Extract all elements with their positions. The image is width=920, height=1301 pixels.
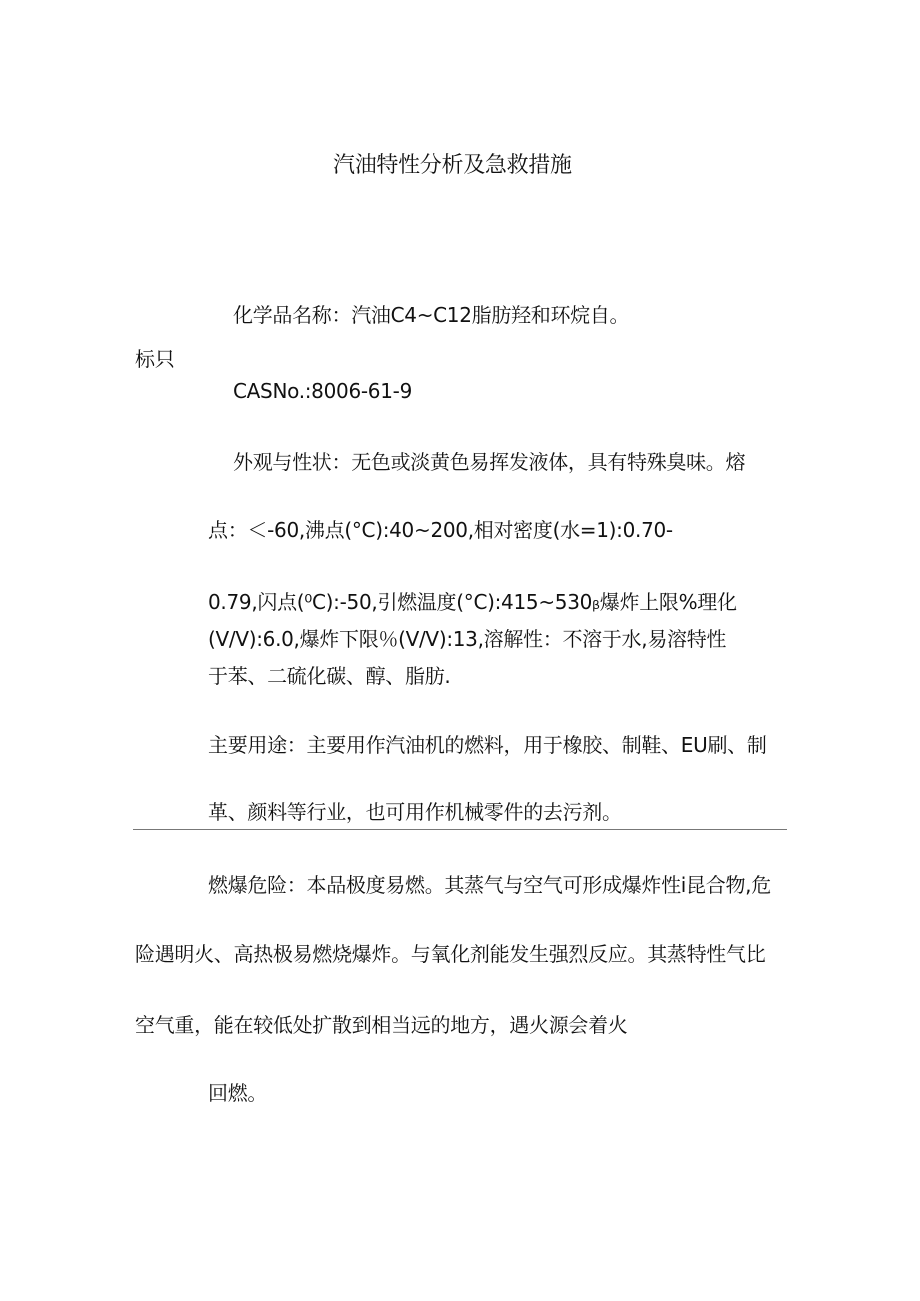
- properties-line-4: (V/V):6.0,爆炸下限％(V/V):13,溶解性：不溶于水,易溶特性: [208, 627, 727, 651]
- usage-line-1: 主要用途：主要用作汽油机的燃料，用于橡胶、制鞋、EU刷、制: [208, 733, 767, 757]
- hazard-line-4: 回燃。: [208, 1081, 268, 1105]
- hazard-line-3: 空气重，能在较低处扩散到相当远的地方，遇火源会着火: [135, 1013, 628, 1037]
- cas-number-line: CASNo.:8006-61-9: [233, 379, 412, 403]
- properties-line-1: 外观与性状：无色或淡黄色易挥发液体，具有特殊臭味。熔: [233, 450, 746, 474]
- properties-line-5: 于苯、二硫化碳、醇、脂肪.: [208, 664, 451, 688]
- properties-line-3: 0.79,闪点(⁰C):-50,引燃温度(°C):415~530ᵦ爆炸上限%理化: [208, 590, 737, 614]
- chemical-name-line: 化学品名称：汽油C4~C12脂肪羟和环烷自。: [233, 303, 630, 327]
- section-divider: [133, 829, 787, 830]
- hazard-line-2: 险遇明火、高热极易燃烧爆炸。与氧化剂能发生强烈反应。其蒸特性气比: [135, 942, 766, 966]
- usage-line-2: 革、颜料等行业，也可用作机械零件的去污剂。: [208, 800, 622, 824]
- document-title: 汽油特性分析及急救措施: [333, 153, 572, 178]
- properties-line-2: 点：＜-60,沸点(°C):40~200,相对密度(水=1):0.70-: [208, 518, 673, 542]
- hazard-line-1: 燃爆危险：本品极度易燃。其蒸气与空气可形成爆炸性i昆合物,危: [208, 873, 771, 897]
- identity-label: 标只: [135, 347, 175, 371]
